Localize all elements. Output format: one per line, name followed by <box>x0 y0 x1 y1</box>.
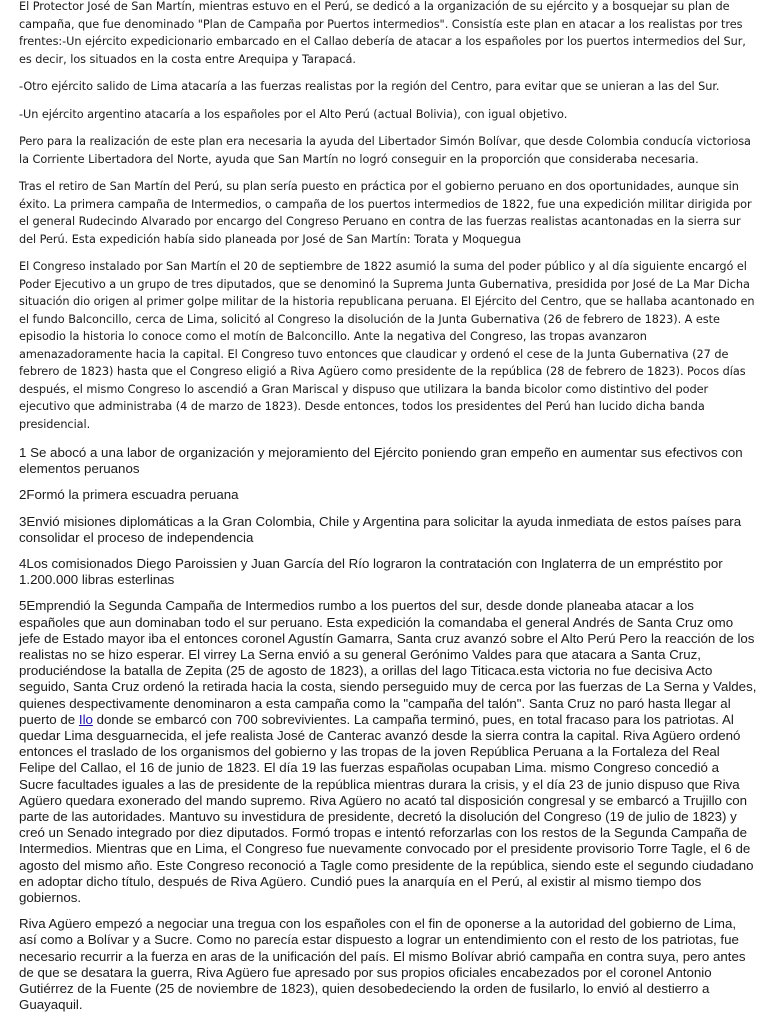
paragraph-plan-campana: El Protector José de San Martín, mientras estuvo en el Perú, se dedicó a la organización de su ejército y a bosquejar su plan de campaña, que fue denominado "Plan de Campaña por Puertos intermedios". Consistía este plan en atacar a los realistas por tres frentes:-Un ejército expedicionario embarcado en el Callao debería de atacar a los españoles por los puertos intermedios del Sur, es decir, los situados en la costa entre Arequipa y Tarapacá. <box>19 0 746 66</box>
paragraph-ayuda-bolivar: Pero para la realización de este plan era necesaria la ayuda del Libertador Simón Bolívar, que desde Colombia conducía victoriosa la Corriente Libertadora del Norte, ayuda que San Martín no logró conseguir en la proporción que consideraba necesaria. <box>19 135 751 166</box>
list-item-2: 2Formó la primera escuadra peruana <box>19 487 239 503</box>
list-item-4: 4Los comisionados Diego Paroissien y Juan García del Río lograron la contratación con Inglaterra de un empréstito por 1.200.000 libras esterlinas <box>19 556 723 588</box>
paragraph-congreso-balconcillo: El Congreso instalado por San Martín el 20 de septiembre de 1822 asumió la suma del poder público y al día siguiente encargó el Poder Ejecutivo a un grupo de tres diputados, que se denominó la Suprema Junta Gubernativa, presidida por José de La Mar Dicha situación dio origen al primer golpe militar de la historia republicana peruana. El Ejército del Centro, que se hallaba acantonado en el fundo Balconcillo, cerca de Lima, solicitó al Congreso la disolución de la Junta Gubernativa (26 de febrero de 1823). A este episodio la historia lo conoce como el motín de Balconcillo. Ante la negativa del Congreso, las tropas avanzaron amenazadoramente hacia la capital. El Congreso tuvo entonces que claudicar y ordenó el cese de la Junta Gubernativa (27 de febrero de 1823) hasta que el Congreso eligió a Riva Agüero como presidente de la república (28 de febrero de 1823). Pocos días después, el mismo Congreso lo ascendió a Gran Mariscal y dispuso que utilizara la banda bicolor como distintivo del poder ejecutivo que administraba (4 de marzo de 1823). Desde entonces, todos los presidentes del Perú han lucido dicha banda presidencial. <box>19 260 755 431</box>
list-item-1: 1 Se abocó a una labor de organización y mejoramiento del Ejército poniendo gran empeño en aumentar sus efectivos con elementos peruanos <box>19 445 743 477</box>
list-item-5-text-after: donde se embarcó con 700 sobrevivientes. La campaña terminó, pues, en total fracaso para los patriotas. Al quedar Lima desguarnecida, el jefe realista José de Canterac avanzó desde la sierra contra la capital. Riva Agüero ordenó entonces el traslado de los organismos del gobierno y las tropas de la joven República Peruana a la Fortaleza del Real Felipe del Callao, el 16 de junio de 1823. El día 19 las fuerzas españolas ocupaban Lima. mismo Congreso concedió a Sucre facultades iguales a las de presidente de la república mientras durara la crisis, y el día 23 de junio dispuso que Riva Agüero quedara exonerado del mando supremo. Riva Agüero no acató tal disposición congresal y se embarcó a Trujillo con parte de las autoridades. Mantuvo su investidura de presidente, decretó la disolución del Congreso (19 de julio de 1823) y creó un Senado integrado por diez diputados. Formó tropas e intentó reforzarlas con los restos de la Segunda Campaña de Intermedios. Mientras que en Lima, el Congreso fue nuevamente convocado por el presidente provisorio Torre Tagle, el 6 de agosto del mismo año. Este Congreso reconoció a Tagle como presidente de la república, siendo este el segundo ciudadano en adoptar dicho título, después de Riva Agüero. Cundió pues la anarquía en el Perú, al existir al mismo tiempo dos gobiernos. <box>19 711 754 906</box>
paragraph-primera-campana: Tras el retiro de San Martín del Perú, su plan sería puesto en práctica por el gobierno peruano en dos oportunidades, aunque sin éxito. La primera campaña de Intermedios, o campaña de los puertos intermedios de 1822, fue una expedición militar dirigida por el general Rudecindo Alvarado por encargo del Congreso Peruano en contra de las fuerzas realistas acantonadas en la sierra sur del Perú. Esta expedición había sido planeada por José de San Martín: Torata y Moquegua <box>19 180 752 246</box>
ilo-link[interactable]: Ilo <box>78 711 93 727</box>
list-item-5 <box>19 598 757 906</box>
paragraph-ejercito-argentino: -Un ejército argentino atacaría a los españoles por el Alto Perú (actual Bolivia), con igual objetivo. <box>19 107 568 121</box>
document-body <box>19 0 757 1014</box>
paragraph-ejercito-centro: -Otro ejército salido de Lima atacaría a las fuerzas realistas por la región del Centro, para evitar que se unieran a las del Sur. <box>19 80 720 93</box>
list-item-5-text-before: 5Emprendió la Segunda Campaña de Intermedios rumbo a los puertos del sur, desde donde planeaba atacar a los españoles que aun dominaban todo el sur peruano. Esta expedición la comandaba el general Andrés de Santa Cruz omo jefe de Estado mayor iba el entonces coronel Agustín Gamarra, Santa cruz avanzó sobre el Alto Perú Pero la reacción de los realistas no se hizo esperar. El virrey La Serna envió a su general Gerónimo Valdes para que atacara a Santa Cruz, produciéndose la batalla de Zepita (25 de agosto de 1823), a orillas del lago Titicaca.esta victoria no fue decisiva Acto seguido, Santa Cruz ordenó la retirada hacia la costa, siendo perseguido muy de cerca por las fuerzas de La Serna y Valdes, quienes despectivamente denominaron a esta campaña como la "campaña del talón". Santa Cruz no paró hasta llegar al puerto de <box>19 598 757 727</box>
list-item-3: 3Envió misiones diplomáticas a la Gran Colombia, Chile y Argentina para solicitar la ayuda inmediata de estos países para consolidar el proceso de independencia <box>19 513 742 545</box>
paragraph-riva-aguero-tregua: Riva Agüero empezó a negociar una tregua con los españoles con el fin de oponerse a la autoridad del gobierno de Lima, así como a Bolívar y a Sucre. Como no parecía estar dispuesto a lograr un entendimiento con el resto de los patriotas, fue necesario recurrir a la fuerza en aras de la unificación del país. El mismo Bolívar abrió campaña en contra suya, pero antes de que se desatara la guerra, Riva Agüero fue apresado por sus propios oficiales encabezados por el coronel Antonio Gutiérrez de la Fuente (25 de noviembre de 1823), quien desobedeciendo la orden de fusilarlo, lo envió al destierro a Guayaquil. <box>19 916 746 1013</box>
